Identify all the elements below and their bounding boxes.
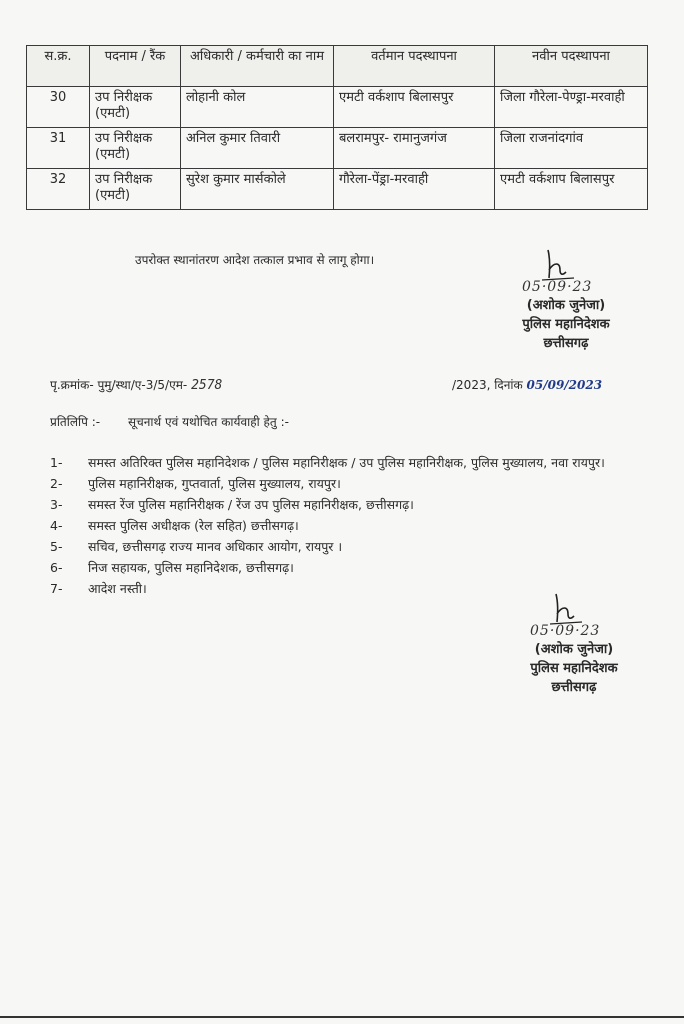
reference-number-line [50,376,222,393]
signatory-name: (अशोक जुनेजा) [526,298,606,313]
signature-date: 05·09·23 [530,623,601,639]
row-new-posting: एमटी वर्कशाप बिलासपुर [495,169,648,210]
header-current-posting: वर्तमान पदस्थापना [334,46,495,87]
header-officer-name: अधिकारी / कर्मचारी का नाम [181,46,334,87]
table-row [27,128,648,169]
list-item [50,537,640,556]
signatory-name: (अशोक जुनेजा) [534,642,614,657]
list-item-number: 2- [50,476,63,491]
copy-text: सूचनार्थ एवं यथोचित कार्यवाही हेतु :- [127,415,289,429]
row-officer-name: अनिल कुमार तिवारी [181,128,334,169]
row-officer-name: सुरेश कुमार मार्सकोले [181,169,334,210]
list-item [50,495,640,514]
row-new-posting: जिला गौरेला-पेण्ड्रा-मरवाही [495,87,648,128]
page-bottom-divider [0,1016,684,1018]
row-current-posting: एमटी वर्कशाप बिलासपुर [334,87,495,128]
list-item-number: 3- [50,497,63,512]
row-rank: उप निरीक्षक (एमटी) [90,87,181,128]
list-item-text: आदेश नस्ती। [88,581,147,596]
header-serial: स.क्र. [27,46,90,87]
signatory-state: छत्तीसगढ़ [551,680,597,695]
signature-block-1 [496,248,636,353]
list-item-text: समस्त रेंज पुलिस महानिरीक्षक / रेंज उप पुलिस महानिरीक्षक, छत्तीसगढ़। [88,497,414,512]
reference-year: /2023, दिनांक [452,378,523,392]
list-item-number: 7- [50,581,63,596]
list-item-number: 1- [50,455,63,470]
list-item [50,474,640,493]
reference-number: 2578 [191,378,223,393]
row-serial: 32 [27,169,90,210]
row-rank: उप निरीक्षक (एमटी) [90,128,181,169]
row-current-posting: बलरामपुर- रामानुजगंज [334,128,495,169]
signatory-designation: पुलिस महानिदेशक [522,317,610,332]
copy-label: प्रतिलिपि :- [50,415,101,429]
reference-date: 05/09/2023 [526,378,603,392]
table-header-row [27,46,648,87]
signatory-state: छत्तीसगढ़ [543,336,589,351]
order-effective-note: उपरोक्त स्थानांतरण आदेश तत्काल प्रभाव से लागू होगा। [135,253,375,267]
list-item [50,453,640,472]
row-officer-name: लोहानी कोल [181,87,334,128]
list-item [50,516,640,535]
signature-date: 05·09·23 [522,279,593,295]
row-rank: उप निरीक्षक (एमटी) [90,169,181,210]
header-new-posting: नवीन पदस्थापना [495,46,648,87]
list-item-text: समस्त पुलिस अधीक्षक (रेल सहित) छत्तीसगढ़। [88,518,299,533]
list-item-text: पुलिस महानिरीक्षक, गुप्तवार्ता, पुलिस मुख्यालय, रायपुर। [88,476,341,491]
header-rank: पदनाम / रैंक [90,46,181,87]
transfer-table [26,45,648,210]
row-current-posting: गौरेला-पेंड्रा-मरवाही [334,169,495,210]
list-item-number: 4- [50,518,63,533]
signature-mark [504,592,644,638]
list-item-number: 6- [50,560,63,575]
copy-to-line [50,413,289,430]
row-new-posting: जिला राजनांदगांव [495,128,648,169]
list-item-number: 5- [50,539,63,554]
list-item [50,558,640,577]
signature-block-2 [504,592,644,697]
reference-date-line [452,376,602,393]
row-serial: 30 [27,87,90,128]
table-row [27,87,648,128]
list-item-text: समस्त अतिरिक्त पुलिस महानिदेशक / पुलिस महानिरीक्षक / उप पुलिस महानिरीक्षक, पुलिस मुख्यालय, नवा रायपुर। [88,455,605,470]
reference-prefix: पृ.क्रमांक- पुमु/स्था/ए-3/5/एम- [50,378,188,392]
list-item-text: सचिव, छत्तीसगढ़ राज्य मानव अधिकार आयोग, रायपुर । [88,539,343,554]
signature-mark [496,248,636,294]
signatory-designation: पुलिस महानिदेशक [530,661,618,676]
list-item-text: निज सहायक, पुलिस महानिदेशक, छत्तीसगढ़। [88,560,294,575]
table-row [27,169,648,210]
row-serial: 31 [27,128,90,169]
recipient-list [50,453,640,600]
